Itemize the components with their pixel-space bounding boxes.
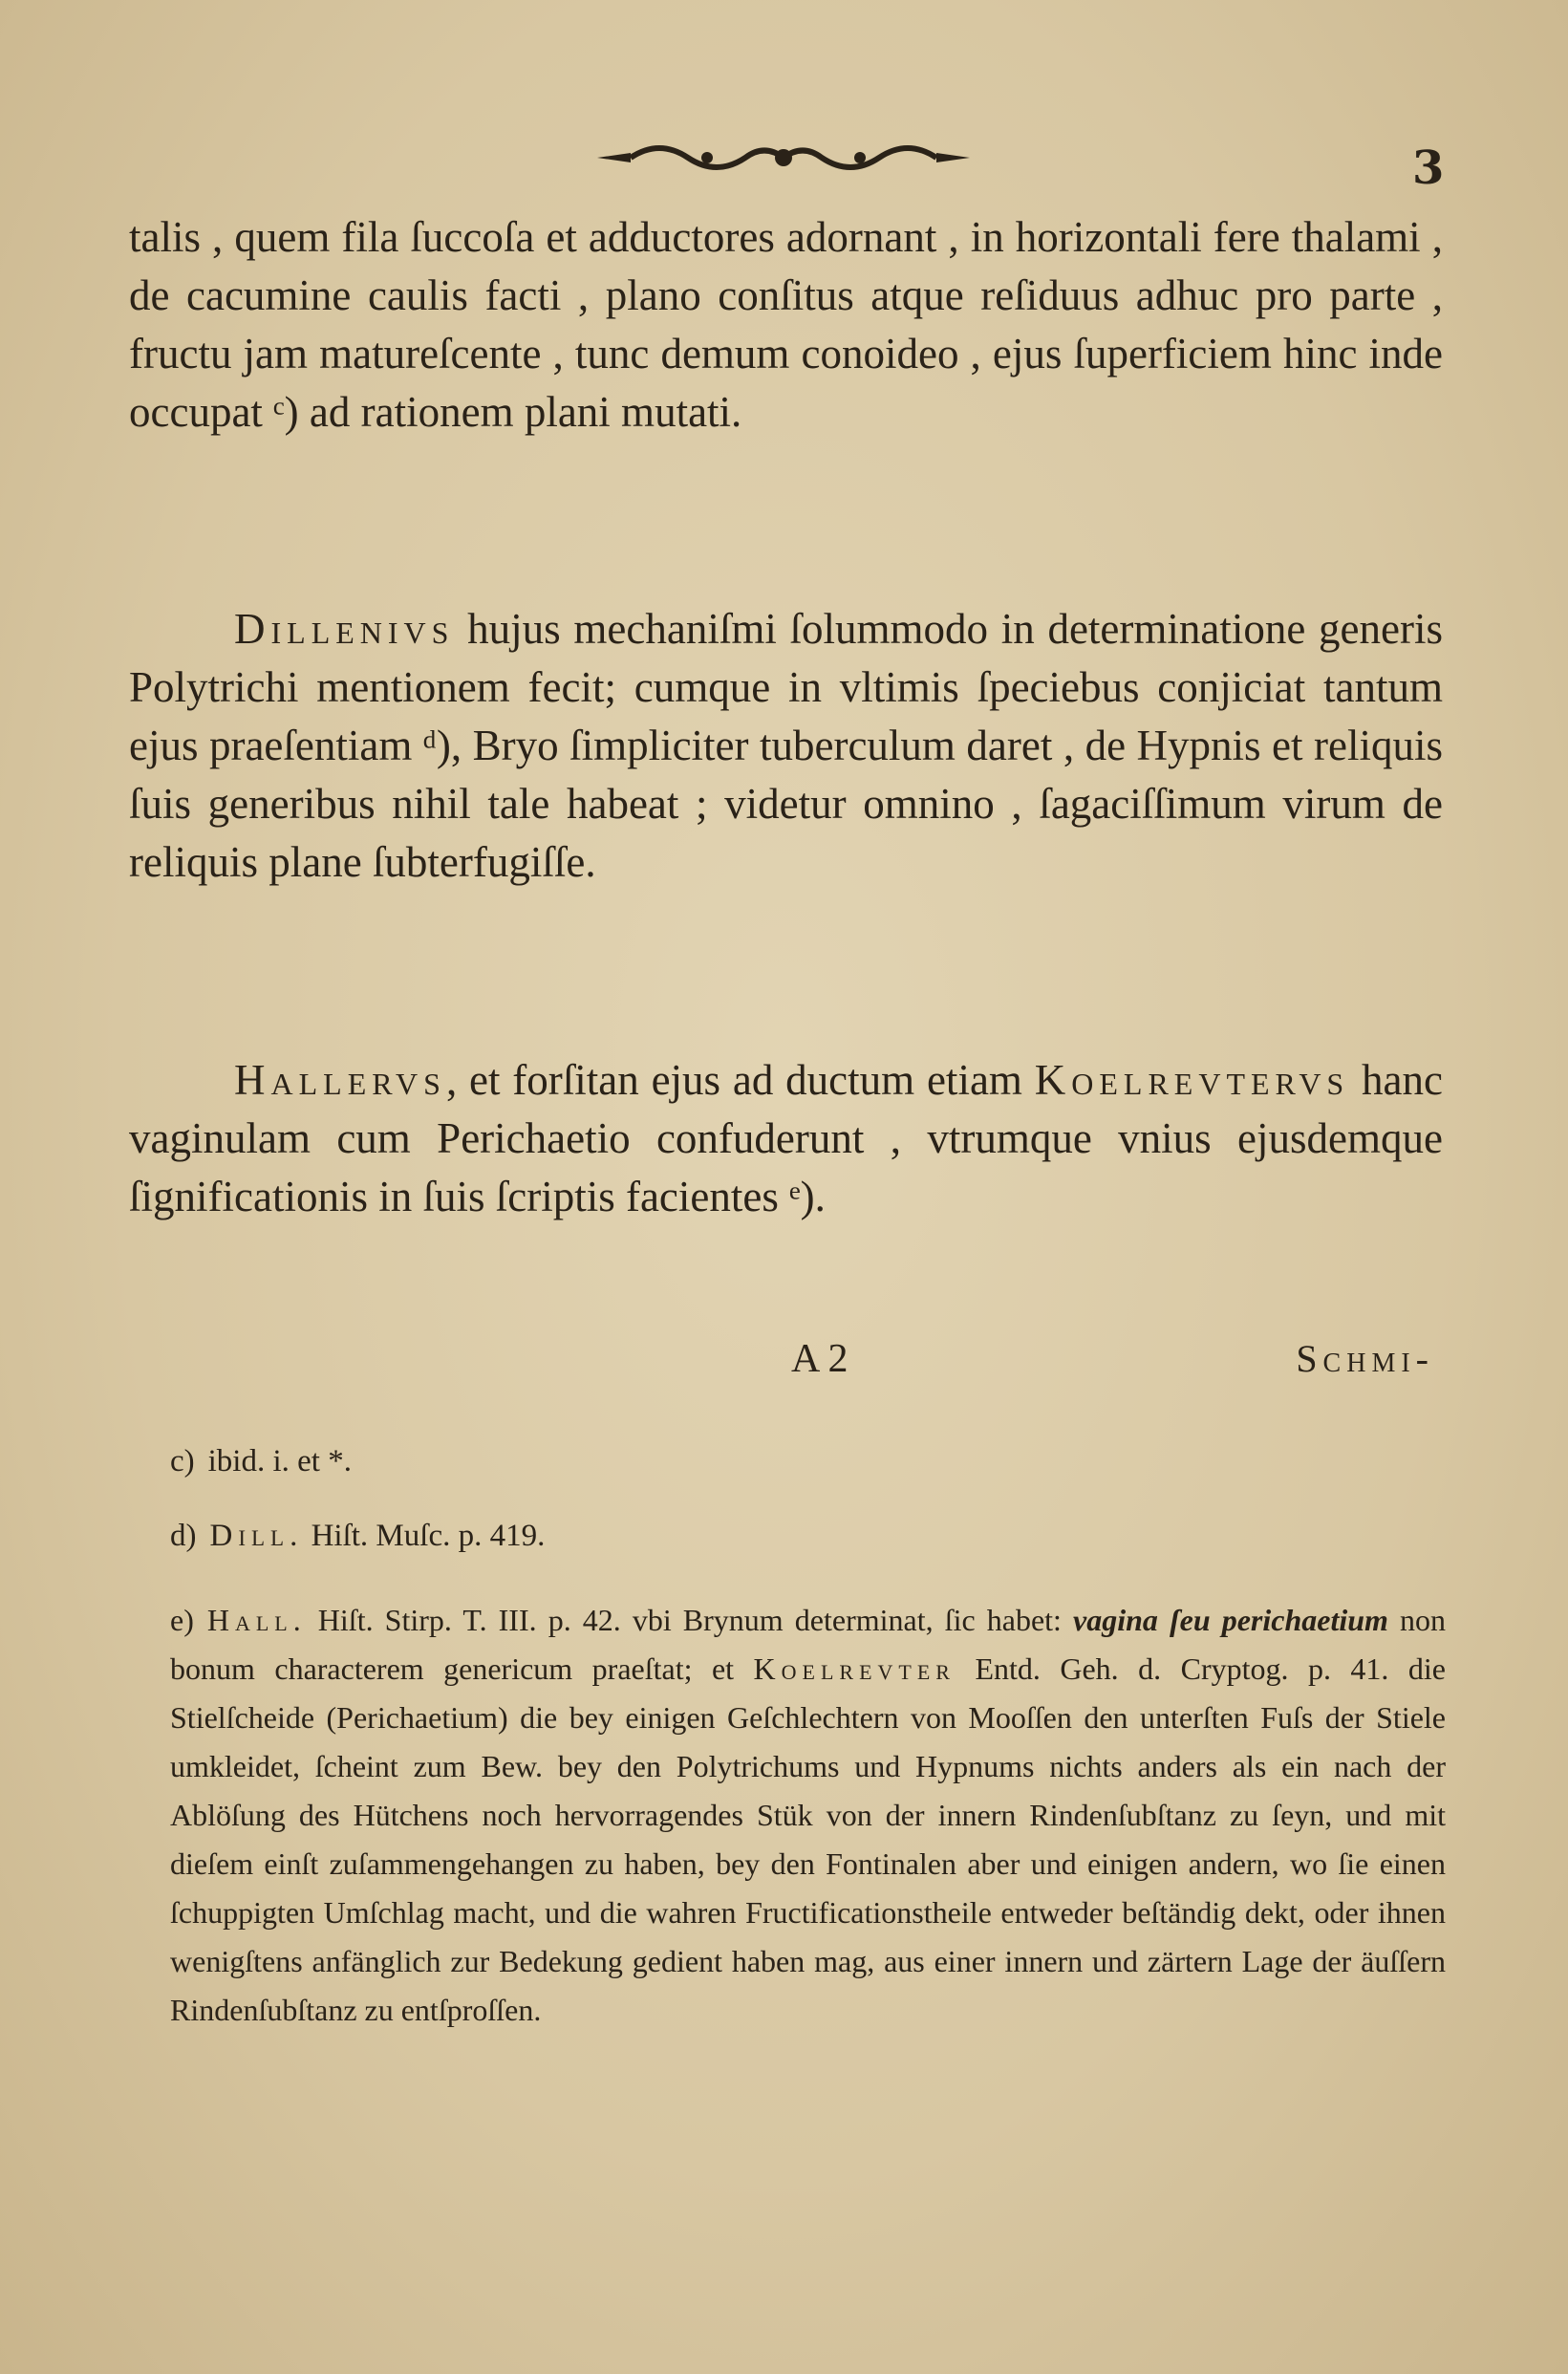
footnote-text: Entd. Geh. d. Cryptog. p. 41. die Stielſcheide (Perichaetium) die bey einigen Geſchlechtern von Mooſſen den unterſten Fuſs der Stiele umkleidet, ſcheint zum Bew. bey den Polytrichums und Hypnums nichts anders als ein nach der Ablöſung des Hütchens noch hervorragendes Stük von der innern Rindenſubſtanz zu ſeyn, und mit dieſem einſt zuſammengehangen zu haben, bey den Fontinalen aber und einigen andern, wo ſie einen ſchuppigten Umſchlag macht, und die wahren Fructificationstheile entweder beſtändig dekt, oder ihnen wenigſtens anfänglich zur Bedekung gedient haben mag, aus einer innern und zärtern Lage der äuſſern Rindenſubſtanz zu entſproſſen. <box>170 1651 1447 2027</box>
footnote-text: Hiſt. Muſc. p. 419. <box>303 1519 546 1553</box>
paragraph-text: hujus mechaniſmi ſolummodo in determinatione generis Polytrichi mentionem fecit; cumque in vltimis ſpeciebus conjiciat tantum ejus praeſentiam ᵈ), Bryo ſimpliciter tuberculum daret , de Hypnis et reliquis ſuis generibus nihil tale habeat ; videtur omnino , ſagaciſſimum virum de reliquis plane ſubterfugiſſe. <box>129 605 1443 886</box>
page-number: 3 <box>1412 141 1445 195</box>
author-name: Hall. <box>206 1603 307 1637</box>
paragraph-2 <box>129 600 1443 892</box>
footnote-italic-text: vagina ſeu perichaetium <box>1073 1603 1388 1637</box>
author-name: Koelrevtervs <box>1034 1056 1350 1104</box>
footnote-label: e) <box>170 1603 194 1637</box>
footnote-c <box>170 1443 1446 1481</box>
author-name: Dill. <box>209 1519 304 1553</box>
author-name: Hallervs <box>234 1056 446 1104</box>
paragraph-text: , et forſitan ejus ad ductum etiam <box>445 1056 1035 1104</box>
author-name: Koelrevter <box>753 1651 956 1686</box>
footnote-text: Hiſt. Stirp. T. III. p. 42. vbi Brynum determinat, ſic habet: <box>306 1603 1074 1637</box>
paragraph-text: hanc vaginulam cum Perichaetio confuderunt , vtrumque vnius ejusdemque ſignificationis in ſuis ſcriptis facientes ᵉ). <box>129 1056 1443 1220</box>
author-name: Dillenivs <box>234 605 455 653</box>
footnote-e <box>170 1596 1446 2035</box>
footnote-text: non bonum characterem genericum praeſtat; et <box>170 1603 1447 1686</box>
paragraph-3 <box>129 1051 1443 1226</box>
paragraph-1: talis , quem fila ſuccoſa et adductores adornant , in horizontali fere thalami , de cacumine caulis facti , plano conſitus atque reſiduus adhuc pro parte , fructu jam matureſcente , tunc demum conoideo , ejus ſuperficiem hinc inde occupat ᶜ) ad rationem plani mutati. <box>129 213 1443 436</box>
catchword: Schmi- <box>1296 1337 1434 1380</box>
ornament-icon <box>592 134 975 182</box>
footnote-text: ibid. i. et *. <box>207 1444 352 1478</box>
signature-mark: A 2 <box>791 1337 848 1381</box>
footnote-label: d) <box>170 1519 197 1553</box>
footnote-label: c) <box>170 1444 195 1478</box>
footnote-d <box>170 1518 1446 1556</box>
